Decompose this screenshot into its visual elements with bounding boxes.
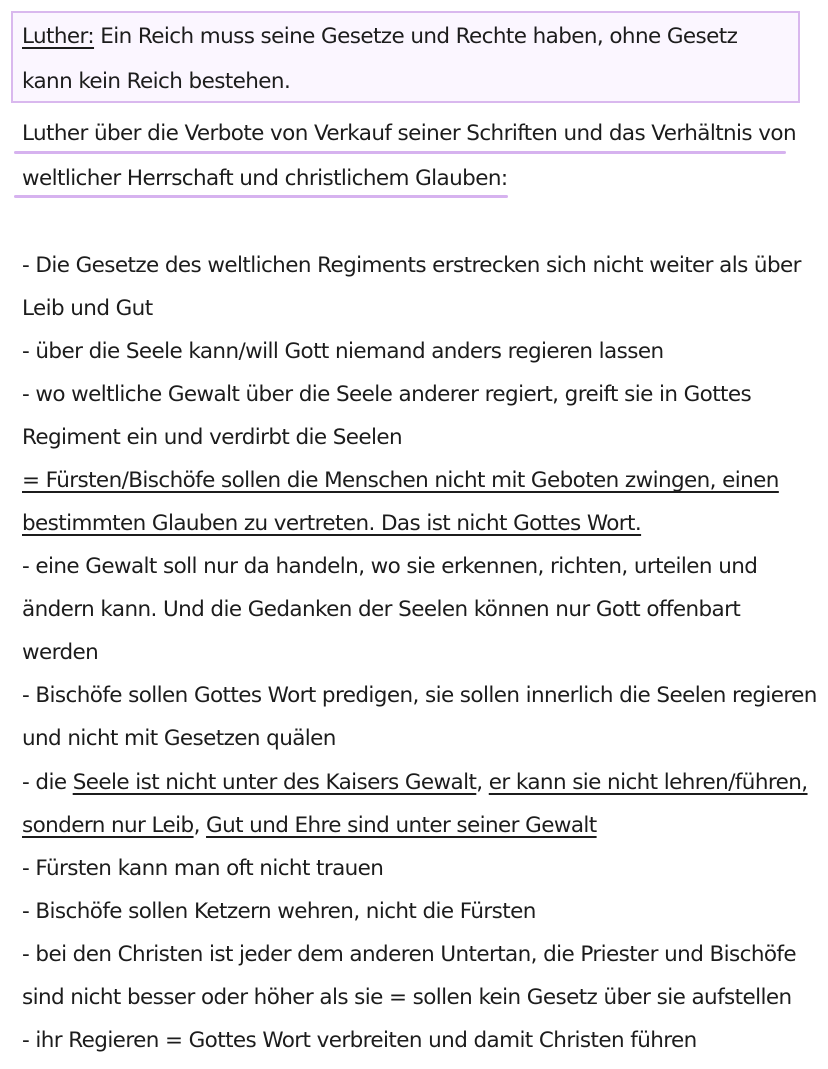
body-line: - über die Seele kann/will Gott niemand anders regieren lassen <box>22 339 664 364</box>
kaiser2-middle: , <box>193 813 207 838</box>
underlined-conclusion-line-2: bestimmten Glauben zu vertreten. Das ist nicht Gottes Wort. <box>22 511 642 536</box>
body-line: - eine Gewalt soll nur da handeln, wo sie erkennen, richten, urteilen und <box>22 554 758 579</box>
quote-text-1: Ein Reich muss seine Gesetze und Rechte haben, ohne Gesetz <box>94 24 738 49</box>
subheading-line-1: Luther über die Verbote von Verkauf seiner Schriften und das Verhältnis von <box>22 121 796 146</box>
kaiser2-underlined-b: Gut und Ehre sind unter seiner Gewalt <box>206 813 597 838</box>
kaiser-underlined-a: Seele ist nicht unter des Kaisers Gewalt <box>72 770 477 795</box>
body-line: Regiment ein und verdirbt die Seelen <box>22 425 403 450</box>
quote-line-2: kann kein Reich bestehen. <box>22 69 291 94</box>
kaiser-line-1 <box>22 768 808 798</box>
subheading-rule-1 <box>14 151 786 154</box>
body-line: werden <box>22 640 99 665</box>
kaiser-line-2 <box>22 811 597 841</box>
kaiser2-underlined-a: sondern nur Leib <box>22 813 194 838</box>
quote-line-1 <box>22 22 737 52</box>
underlined-conclusion-line-1: = Fürsten/Bischöfe sollen die Menschen nicht mit Geboten zwingen, einen <box>22 468 779 493</box>
subheading-line-2: weltlicher Herrschaft und christlichem Glauben: <box>22 166 508 191</box>
body-line: sind nicht besser oder höher als sie = sollen kein Gesetz über sie aufstellen <box>22 985 792 1010</box>
kaiser-underlined-b: er kann sie nicht lehren/führen, <box>488 770 808 795</box>
body-line: - Die Gesetze des weltlichen Regiments erstrecken sich nicht weiter als über <box>22 253 801 278</box>
body-line: - Bischöfe sollen Gottes Wort predigen, sie sollen innerlich die Seelen regieren <box>22 683 817 708</box>
body-line: und nicht mit Gesetzen quälen <box>22 726 336 751</box>
body-line: - bei den Christen ist jeder dem anderen Untertan, die Priester und Bischöfe <box>22 942 797 967</box>
body-line: - ihr Regieren = Gottes Wort verbreiten und damit Christen führen <box>22 1028 697 1053</box>
kaiser-middle: , <box>476 770 489 795</box>
body-line: - Fürsten kann man oft nicht trauen <box>22 856 384 881</box>
speaker-label: Luther: <box>22 24 95 49</box>
kaiser-prefix: - die <box>22 770 73 795</box>
body-line: Leib und Gut <box>22 296 153 321</box>
body-line: - Bischöfe sollen Ketzern wehren, nicht die Fürsten <box>22 899 536 924</box>
body-line: - wo weltliche Gewalt über die Seele anderer regiert, greift sie in Gottes <box>22 382 752 407</box>
subheading-rule-2 <box>14 195 508 198</box>
body-line: ändern kann. Und die Gedanken der Seelen können nur Gott offenbart <box>22 597 741 622</box>
